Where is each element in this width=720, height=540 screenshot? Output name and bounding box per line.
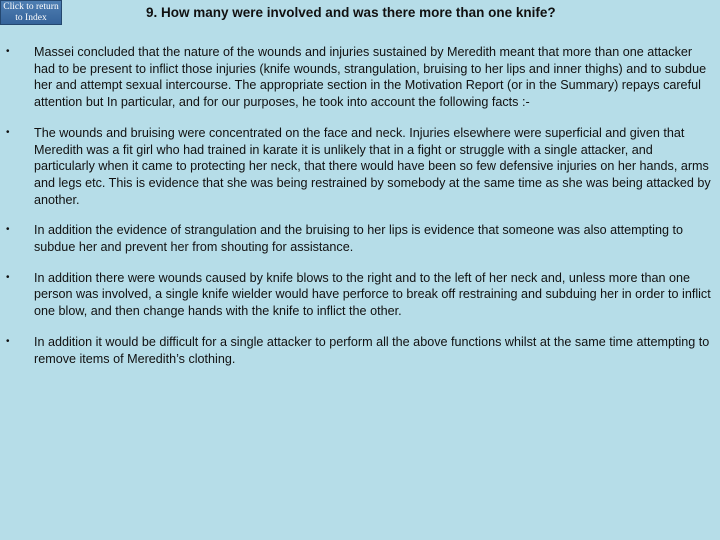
bullet-text: In addition there were wounds caused by knife blows to the right and to the left of her neck and, unless more than one person was involved, a single knife wielder would have perforce to break off restraining and subduing her in order to inflict one blow, and then change hands with the knife to inflict the other. (34, 270, 711, 319)
list-item (0, 44, 720, 111)
bullet-icon: • (6, 335, 10, 347)
list-item (0, 334, 720, 367)
return-to-index-button[interactable] (0, 0, 62, 25)
return-button-label-line2: to Index (15, 13, 47, 23)
return-button-label-line1: Click to return (3, 2, 59, 12)
bullet-icon: • (6, 271, 10, 283)
list-item (0, 270, 720, 320)
list-item (0, 222, 720, 255)
bullet-icon: • (6, 46, 10, 57)
bullet-text: The wounds and bruising were concentrated on the face and neck. Injuries elsewhere were superficial and given that Meredith was a fit girl who had trained in karate it is unlikely that in a fight or struggle with a single attacker, and particularly when it came to protecting her neck, that there would have been so few defensive injuries on her hands, arms and legs etc. This is evidence that she was being restrained by somebody at the same time as she was being attacked by another. (34, 125, 711, 207)
bullet-text: Massei concluded that the nature of the wounds and injuries sustained by Meredith meant that more than one attacker had to be present to inflict those injuries (knife wounds, strangulation, bruising to her lips and inner thighs) and to subdue her and attempt sexual intercourse. The appropriate section in the Motivation Report (or in the Summary) repays careful attention but In particular, and for our purposes, he took into account the following facts :- (34, 45, 707, 110)
bullet-list (0, 44, 720, 381)
slide-title: 9. How many were involved and was there more than one knife? (146, 5, 556, 20)
bullet-icon: • (6, 126, 10, 138)
list-item (0, 125, 720, 209)
bullet-icon: • (6, 224, 10, 236)
bullet-text: In addition it would be difficult for a single attacker to perform all the above functions whilst at the same time attempting to remove items of Meredith’s clothing. (34, 334, 710, 366)
bullet-text: In addition the evidence of strangulation and the bruising to her lips is evidence that someone was also attempting to subdue her and prevent her from shouting for assistance. (34, 223, 683, 255)
